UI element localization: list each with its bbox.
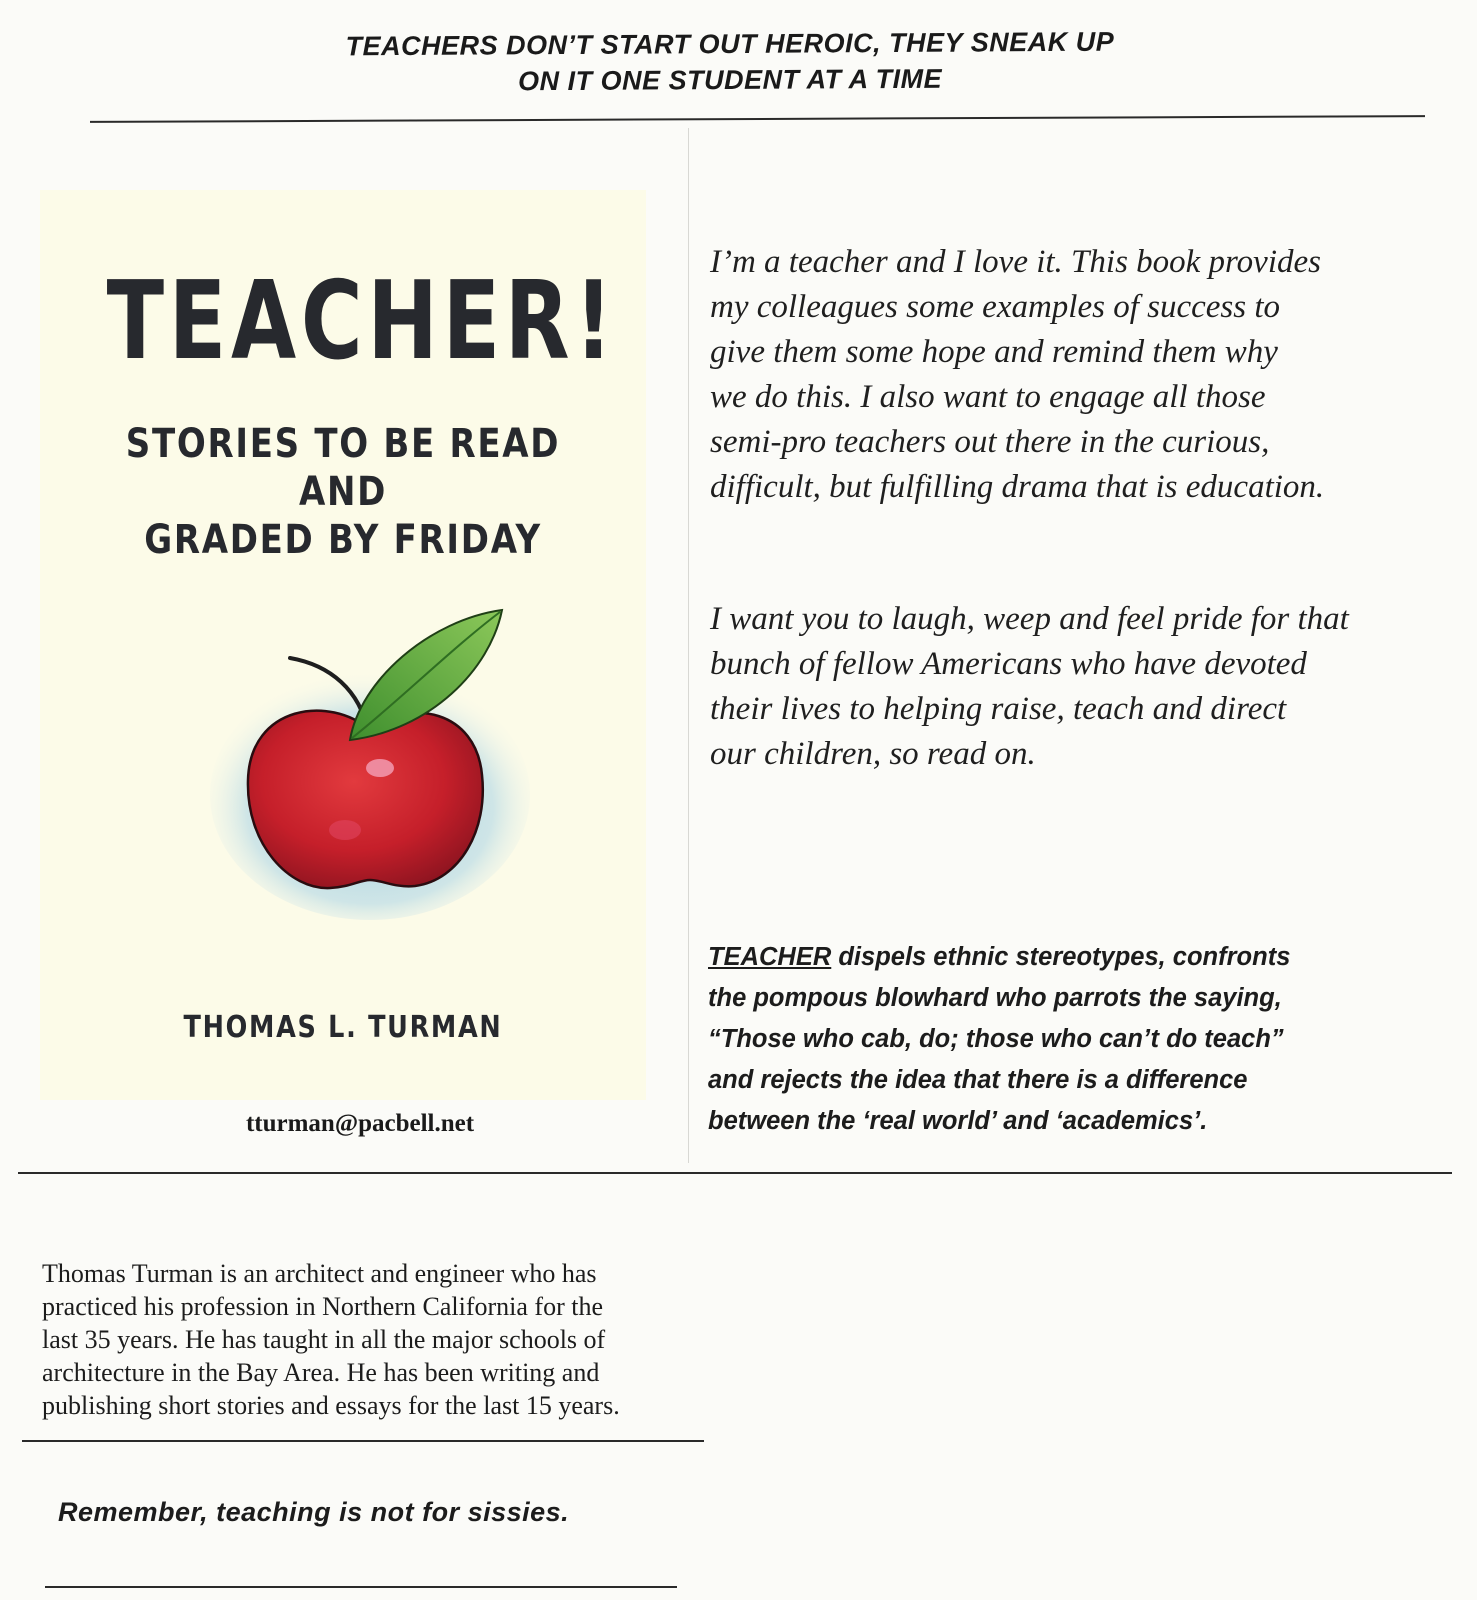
intro-paragraph-2: I want you to laugh, weep and feel pride for that bunch of fellow Americans who have devoted their lives to helping raise, teach and direct our children, so read on. [710,601,1349,772]
blurb-keyword: TEACHER [708,943,832,971]
middle-rule [18,1172,1452,1174]
bottom-rule [45,1586,677,1588]
intro-paragraph-1: I’m a teacher and I love it. This book provides my colleagues some examples of success to give them some hope and remind them why we do this. I also want to engage all those semi-pro teachers out there in the curious, difficult, but fulfilling drama that is education. [710,244,1325,505]
bio-rule [22,1440,704,1442]
headline-line-2: ON IT ONE STUDENT AT A TIME [518,63,943,97]
headline-line-1: TEACHERS DON’T START OUT HEROIC, THEY SNEAK UP [345,26,1115,62]
cover-subtitle-line-2: GRADED BY FRIDAY [144,517,542,563]
apple-illustration [210,590,530,920]
column-divider [688,128,689,1163]
cover-author: THOMAS L. TURMAN [183,1010,503,1045]
cover-subtitle [85,420,600,564]
apple-highlight-2 [329,820,361,840]
author-bio: Thomas Turman is an architect and engineer who has practiced his profession in Northern California for the last 35 years. He has taught in all the major schools of architecture in the Bay Area. He has been writing and publishing short stories and essays for the last 15 years. [42,1259,620,1420]
blurb-text: dispels ethnic stereotypes, confronts the pompous blowhard who parrots the saying, “Those who cab, do; those who can’t do teach” and rejects the idea that there is a difference between the ‘real world’ and ‘academics’. [708,943,1291,1135]
author-email: tturman@pacbell.net [245,1110,475,1137]
book-blurb [708,937,1474,1142]
top-rule [90,115,1425,123]
book-cover [40,190,646,1100]
closing-line: Remember, teaching is not for sissies. [58,1497,570,1527]
apple-highlight [366,759,394,777]
page-headline [230,23,1230,101]
cover-subtitle-line-1: STORIES TO BE READ AND [125,421,561,515]
cover-title: TEACHER! [106,259,618,384]
